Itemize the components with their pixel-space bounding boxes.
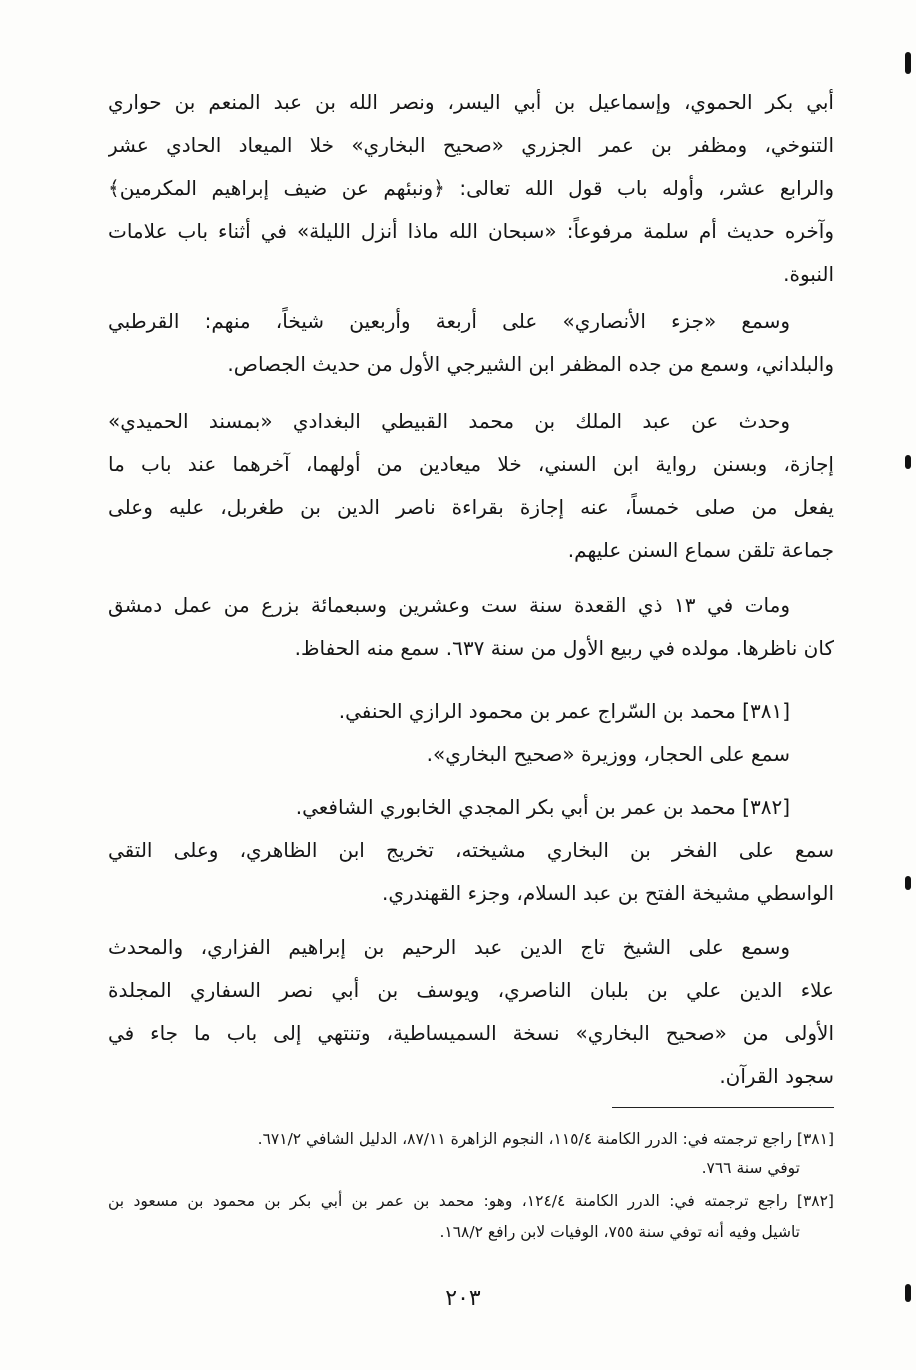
scan-mark: [905, 1284, 911, 1302]
paragraph-line: يفعل من صلى خمساً، عنه إجازة بقراءة ناصر الدين بن طغربل، عليه وعلى: [108, 495, 834, 519]
footnote-line: [٣٨٢] راجع ترجمته في: الدرر الكامنة ١٢٤/٤، وهو: محمد بن عمر بن أبي بكر بن محمود بن مسعود بن: [108, 1192, 834, 1210]
footnote-line: تاشيل وفيه أنه توفي سنة ٧٥٥، الوفيات لابن رافع ١٦٨/٢.: [439, 1223, 800, 1241]
entry-line: سمع على الحجار، ووزيرة «صحيح البخاري».: [426, 742, 790, 766]
paragraph: [108, 400, 834, 572]
paragraph-line: النبوة.: [783, 262, 834, 286]
entry-line: سمع على الفخر بن البخاري مشيخته، تخريج ابن الظاهري، وعلى التقي: [108, 838, 834, 862]
paragraph-line: علاء الدين علي بن بلبان الناصري، ويوسف بن أبي نصر السفاري المجلدة: [108, 978, 834, 1002]
paragraph-line: وآخره حديث أم سلمة مرفوعاً: «سبحان الله ماذا أنزل الليلة» في أثناء باب علامات: [108, 219, 834, 243]
paragraph: [108, 300, 834, 386]
scan-mark: [905, 876, 911, 890]
footnote-line: [٣٨١] راجع ترجمته في: الدرر الكامنة ١١٥/٤، النجوم الزاهرة ٨٧/١١، الدليل الشافي ٦٧١/٢.: [257, 1130, 834, 1148]
scan-mark: [905, 52, 911, 74]
paragraph-line: ومات في ١٣ ذي القعدة سنة ست وعشرين وسبعمائة بزرع من عمل دمشق: [108, 593, 790, 617]
footnote-separator: [612, 1107, 834, 1108]
paragraph-line: جماعة تلقن سماع السنن عليهم.: [567, 538, 834, 562]
paragraph: [108, 584, 834, 670]
entry-heading: [٣٨١] محمد بن السّراج عمر بن محمود الرازي الحنفي.: [338, 699, 790, 723]
page-number: ٢٠٣: [445, 1286, 481, 1311]
paragraph-line: وحدث عن عبد الملك بن محمد القبيطي البغدادي «بمسند الحميدي»: [108, 409, 790, 433]
scan-mark: [905, 455, 911, 469]
paragraph: [108, 926, 834, 1098]
entry-line: الواسطي مشيخة الفتح بن عبد السلام، وجزء القهندري.: [382, 881, 834, 905]
entry-381: [108, 690, 834, 776]
paragraph-line: سجود القرآن.: [719, 1064, 834, 1088]
footnote-382: [108, 1186, 834, 1248]
paragraph-line: أبي بكر الحموي، وإسماعيل بن أبي اليسر، ونصر الله بن عبد المنعم بن حواري: [108, 90, 834, 114]
paragraph-line: كان ناظرها. مولده في ربيع الأول من سنة ٦٣٧. سمع منه الحفاظ.: [294, 636, 834, 660]
paragraph-line: وسمع «جزء الأنصاري» على أربعة وأربعين شيخاً، منهم: القرطبي: [108, 309, 790, 333]
footnote-381: [108, 1125, 834, 1183]
footnote-line: توفي سنة ٧٦٦.: [701, 1159, 800, 1177]
paragraph-line: وسمع على الشيخ تاج الدين عبد الرحيم بن إبراهيم الفزاري، والمحدث: [108, 935, 790, 959]
entry-heading: [٣٨٢] محمد بن عمر بن أبي بكر المجدي الخابوري الشافعي.: [295, 795, 790, 819]
paragraph-line: والرابع عشر، وأوله باب قول الله تعالى: ﴿ونبئهم عن ضيف إبراهيم المكرمين﴾: [108, 176, 834, 200]
paragraph-line: الأولى من «صحيح البخاري» نسخة السميساطية، وتنتهي إلى باب ما جاء في: [108, 1021, 834, 1045]
paragraph-line: التنوخي، ومظفر بن عمر الجزري «صحيح البخاري» خلا الميعاد الحادي عشر: [108, 133, 834, 157]
entry-382: [108, 786, 834, 915]
paragraph-line: إجازة، وبسنن رواية ابن السني، خلا ميعادين من أولهما، آخرهما عند باب ما: [108, 452, 834, 476]
paragraph-line: والبلداني، وسمع من جده المظفر ابن الشيرجي الأول من حديث الجصاص.: [227, 352, 834, 376]
paragraph-continued: [108, 81, 834, 296]
